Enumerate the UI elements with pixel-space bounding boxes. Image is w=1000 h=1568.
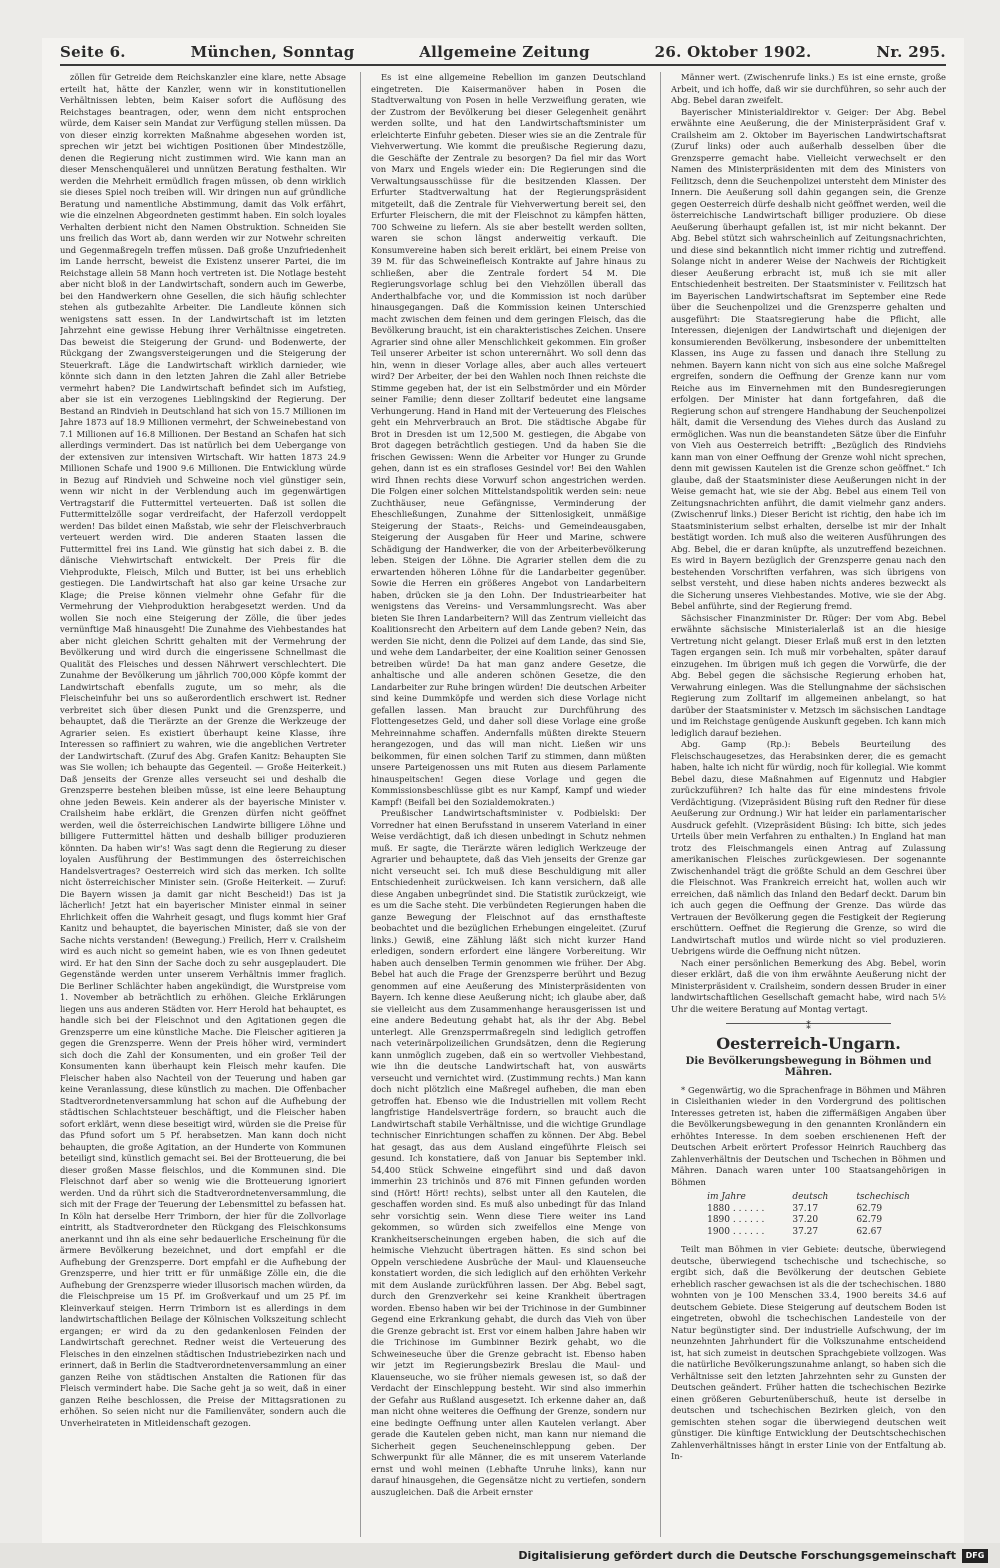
newspaper-title: Allgemeine Zeitung [419, 43, 590, 61]
table-row [693, 1204, 924, 1216]
table-row [693, 1215, 924, 1227]
footer-bar [0, 1543, 1000, 1568]
section-title: Oesterreich-Ungarn. [716, 1034, 901, 1053]
table-header: im Jahre [707, 1192, 746, 1202]
table-row [693, 1227, 924, 1239]
paragraph: Preußischer Landwirtschaftsminister v. Podbielski: Der Vorredner hat einen Berufsstand in unserem Vaterland in einer Weise verdächtigt, daß ich diesen unbedingt in Schutz nehmen muß. Er sagte, die Tierärzte wären lediglich Werkzeuge der Agrarier und behauptete, daß das Vieh jenseits der Grenze gar nicht verseucht sei. Ich muß diese Beschuldigung mit aller Entschiedenheit zurückweisen. Ich kann versichern, daß alle diese Angaben unbegründet sind. Die Statistik zurückzeigt, wie es um die Sache steht. Die verbündeten Regierungen haben die ganze Bewegung der Fleischnot auf das ernsthafteste beobachtet und die bezüglichen Erhebungen eingeleitet. (Zuruf links.) Gewiß, eine Zählung läßt sich nicht kurzer Hand erledigen, sondern erfordert eine längere Vorbereitung. Wir haben auch denselben Termin genommen wie früher. Der Abg. Bebel hat auch die Frage der Grenzsperre berührt und Bezug genommen auf eine Aeußerung des Ministerpräsidenten von Bayern. Ich kenne diese Aeußerung nicht; ich glaube aber, daß sie vielleicht aus dem Zusammenhange herausgerissen ist und eine andere Bedeutung gehabt hat, als ihr der Abg. Bebel unterlegt. Alle Grenzsperrmaßregeln sind lediglich getroffen nach veterinärpolizeilichen Grundsätzen, denn die Regierung kann unmöglich zugeben, daß ein so wertvoller Viehbestand, wie ihn die deutsche Landwirtschaft hat, von auswärts verseucht und vernichtet wird. (Zustimmung rechts.) Man kann doch nicht plötzlich eine Maßregel aufheben, die man eben getroffen hat. Ebenso wie die Industriellen mit vollem Recht langfristige Handelsverträge fordern, so braucht auch die Landwirtschaft stabile Verhältnisse, und die wichtige Grundlage technischer Einrichtungen schaffen zu können. Der Abg. Bebel hat gesagt, das aus dem Ausland eingeführte Fleisch sei gesund. Ich konstatiere, daß von Januar bis September inkl. 54,400 Stück Schweine eingeführt sind und daß davon immerhin 23 trichinös und 876 mit Finnen gefunden worden sind (Hört! Hört! rechts), selbst unter all den Kautelen, die geschaffen worden sind. Es muß also unbedingt für das Inland sehr vorsichtig sein. Wenn diese Tiere weiter ins Land gekommen, so würden sich zweifellos eine Menge von Krankheitserscheinungen ergeben haben, die sich auf die heimische Viehzucht übertragen hätten. Es sind schon bei Oppeln verschiedene Ausbrüche der Maul- und Klauenseuche konstatiert worden, die sich lediglich auf den erhöhten Verkehr mit dem Auslande zurückführen lassen. Der Abg. Bebel sagt, durch den Grenzverkehr sei keine Krankheit übertragen worden. Ebenso haben wir bei der Trichinose in der Gumbinner Gegend eine Erkrankung gehabt, die durch das Vieh von über die Grenze gebracht ist. Erst vor einem halben Jahre haben wir die Trichinose im Gumbinner Bezirk gehabt, wo die Schweineseuche über die Grenze gebracht ist. Ebenso haben wir jetzt im Regierungsbezirk Breslau die Maul- und Klauenseuche, wo sie früher niemals gewesen ist, so daß der Verdacht der Einschleppung besteht. Wir sind also immerhin der Gefahr aus Rußland ausgesetzt. Ich erkenne daher an, daß man nicht ohne weiteres die Oeffnung der Grenze, sondern nur eine bedingte Oeffnung unter allen Kautelen verlangt. Aber gerade die Kautelen geben nicht, man kann nur niemand die Sicherheit gegen Seucheneinschleppung geben. Der Schwerpunkt für alle Männer, die es mit unserem Vaterlande ernst und wohl meinen (Lebhafte Unruhe links), kann nur darauf hinausgehen, die Gegensätze nicht zu vertiefen, sondern auszugleichen. Daß die Arbeit ernster [371, 808, 646, 1497]
table-cell: 37.17 [792, 1203, 819, 1214]
paragraph: Bayerischer Ministerialdirektor v. Geiger: Der Abg. Bebel erwähnte eine Aeußerung, die der Ministerpräsident Graf v. Crailsheim am 2. Oktober im Bayerischen Landwirtschaftsrat (Zuruf links) oder auch außerhalb desselben über die Grenzsperre gemacht habe. Vielleicht verwechselt er den Namen des Ministerpräsidenten mit dem des Ministers von Feilitzsch, denn die Seuchenpolizei untersteht dem Minister des Innern. Die Aeußerung soll dahin gegangen sein, die Grenze gegen Oesterreich dürfe deshalb nicht geöffnet werden, weil die österreichische Landwirtschaft billiger produziere. Ob diese Aeußerung überhaupt gefallen ist, ist mir nicht bekannt. Der Abg. Bebel stützt sich wahrscheinlich auf Zeitungsnachrichten, und diese sind bekanntlich nicht immer richtig und zutreffend. Solange nicht in anderer Weise der Nachweis der Richtigkeit dieser Aeußerung erbracht ist, muß ich sie mit aller Entschiedenheit bestreiten. Der Staatsminister v. Feilitzsch hat im Bayerischen Landwirtschaftsrat im September eine Rede über die Seuchenpolizei und die Grenzsperre gehalten und ausgeführt: Die Staatsregierung habe die Pflicht, alle Interessen, diejenigen der Landwirtschaft und diejenigen der konsumierenden Bevölkerung, insbesondere der unbemittelten Klassen, ins Auge zu fassen und danach ihre Stellung zu nehmen. Bayern kann nicht von sich aus eine solche Maßregel ergreifen, sondern die Oeffnung der Grenze kann nur vom Reiche aus im Einvernehmen mit den Bundesregierungen erfolgen. Der Minister hat dann fortgefahren, daß die Regierung schon auf strengere Handhabung der Seuchenpolizei hält, damit die Versendung des Viehes durch das Ausland zu ermöglichen. Was nun die beanstandeten Sätze über die Einfuhr von Vieh aus Oesterreich betrifft: „Bezüglich des Rindviehs kann man von einer Oeffnung der Grenze wohl nicht sprechen, denn mit gewissen Kautelen ist die Grenze schon geöffnet.“ Ich glaube, daß der Staatsminister diese Aeußerungen nicht in der Weise gemacht hat, wie sie der Abg. Bebel aus einem Teil von Zeitungsnachrichten anführt, die damit vielmehr ganz anders. (Zwischenruf links.) Dieser Bericht ist richtig, den habe ich im Staatsministerium selbst erhalten, derselbe ist mir der Inhalt bestätigt worden. Ich muß also die weiteren Ausführungen des Abg. Bebel, die er daran knüpfte, als unzutreffend bezeichnen. Es wird in Bayern bezüglich der Grenzsperre genau nach den bestehenden Vorschriften verfahren, was sich übrigens von selbst versteht, und diese haben nichts anderes bezweckt als die Sicherung unseres Viehbestandes. Motive, wie sie der Abg. Bebel anführte, sind der Regierung fremd. [671, 106, 946, 611]
column-3 [660, 72, 946, 1537]
table-cell: 62.67 [856, 1226, 883, 1237]
population-table [693, 1192, 924, 1238]
table-cell: 37.27 [792, 1226, 819, 1237]
table-header-row [693, 1192, 924, 1204]
table-cell: 37.20 [792, 1215, 819, 1225]
paragraph: Sächsischer Finanzminister Dr. Rüger: Der vom Abg. Bebel erwähnte sächsische Ministerialerlaß ist an die hiesige Vertretung nicht gelangt. Dieser Erlaß muß erst in den letzten Tagen ergangen sein. Ich muß mir vorbehalten, später darauf einzugehen. Im übrigen muß ich gegen die Vorwürfe, die der Abg. Bebel gegen die sächsische Regierung erhoben hat, Verwahrung einlegen. Was die Stellungnahme der sächsischen Regierung zum Zolltarif im allgemeinen anbelangt, so hat darüber der Staatsminister v. Metzsch im sächsischen Landtage und im Reichstage genügende Auskunft gegeben. Ich kann mich lediglich darauf beziehen. [671, 612, 946, 738]
dfg-logo-icon: DFG [962, 1549, 988, 1563]
paragraph: zöllen für Getreide dem Reichskanzler eine klare, nette Absage erteilt hat, hätte der Kanzler, wenn wir in konstitutionellen Verhältnissen lebten, beim Kaiser sofort die Auflösung des Reichstages beantragen, oder, wenn dem nicht entsprochen würde, dem Kaiser sein Mandat zur Verfügung stellen müssen. Da von dieser einzig korrekten Maßnahme abgesehen worden ist, sprechen wir jetzt bei wichtigen Positionen über Mindestzölle, denen die Regierung nicht zustimmen wird. Wie kann man an dieser Menschenquälerei und unnützen Beratung festhalten. Wir werden die Mehrheit ermüdlich fragen müssen, ob denn wirklich sie dieses Spiel noch treiben will. Wir dringen nun auf gründliche Beratung und namentliche Abstimmung, damit das Volk erfährt, wie die einzelnen Abgeordneten gestimmt haben. Ein solch loyales Verhalten derbient nicht den Namen Obstruktion. Schneiden Sie uns freilich das Wort ab, dann werden wir zur Notwehr schreiten und Gegenmaßregeln treffen müssen. Daß große Unzufriedenheit im Lande herrscht, beweist die Existenz unserer Partei, die im Reichstage allein 58 Mann hoch vertreten ist. Die Notlage besteht aber nicht bloß in der Landwirtschaft, sondern auch im Gewerbe, bei den Handwerkern ohne Gesellen, die sich häufig schlechter stehen als gutbezahlte Arbeiter. Die Landleute können sich wenigstens satt essen. In der Landwirtschaft ist im letzten Jahrzehnt eine gewisse Hebung ihrer Verhältnisse eingetreten. Das beweist die Steigerung der Grund- und Bodenwerte, der Rückgang der Zwangsversteigerungen und die Steigerung der Steuerkraft. Läge die Landwirtschaft wirklich darnieder, wie könnte sich dann in den letzten Jahren die Zahl aller Betriebe vermehrt haben? Die Landwirtschaft befindet sich im Aufstieg, aber sie ist ein verzogenes Lieblingskind der Regierung. Der Bestand an Rindvieh in Deutschland hat sich von 15.7 Millionen im Jahre 1873 auf 18.9 Millionen vermehrt, der Schweinebestand von 7.1 Millionen auf 16.8 Millionen. Der Bestand an Schafen hat sich allerdings vermindert. Das ist natürlich bei dem Uebergange von der extensiven zur intensiven Wirtschaft. Wir hatten 1873 24.9 Millionen Schafe und 1900 9.6 Millionen. Die Entwicklung würde in Bezug auf Rindvieh und Schweine noch viel günstiger sein, wenn wir nicht in der Verblendung auch im gegenwärtigen Vertragstarif die Futtermittel verteuerten. Daß ist sollen die Futtermittelzölle sogar verdreifacht, der Haferzoll verdoppelt werden! Das bildet einen Maßstab, wie sehr der Fleischverbrauch verteuert werden wird. Die anderen Staaten lassen die Futtermittel frei ins Land. Wie günstig hat sich dabei z. B. die dänische Viehwirtschaft entwickelt. Der Preis für die Viehprodukte, Fleisch, Milch und Butter, ist bei uns erheblich gestiegen. Die Landwirtschaft hat also gar keine Ursache zur Klage; die Preise können vielmehr ohne Gefahr für die Vermehrung der Viehproduktion herabgesetzt werden. Und da wollen Sie noch eine Steigerung der Zölle, die über jedes vernünftige Maß hinausgeht! Die Zunahme des Viehbestandes hat aber nicht gleichen Schritt gehalten mit der Vermehrung der Bevölkerung und wird durch die eingerissene Schnellmast die Qualität des Fleisches und dessen Nährwert verschlechtert. Die Zunahme der Bevölkerung um jährlich 700,000 Köpfe kommt der Landwirtschaft ebenfalls zugute, um so mehr, als die Fleischeinfuhr bei uns so außerordentlich erschwert ist. Redner verbreitet sich über diesen Punkt und die Grenzsperre, und behauptet, daß die Tierärzte an der Grenze die Werkzeuge der Agrarier seien. Es existiert überhaupt keine Klasse, ihre Interessen so raffiniert zu wahren, wie die angeblichen Vertreter der Landwirtschaft. (Zuruf des Abg. Grafen Kanitz: Behaupten Sie was Sie wollen; ich behaupte das Gegenteil. — Große Heiterkeit.) Daß jenseits der Grenze alles verseucht sei und deshalb die Grenzsperre bestehen bleiben müsse, ist eine leere Behauptung ohne jeden Beweis. Kein anderer als der bayerische Minister v. Crailsheim habe erklärt, die Grenzen dürfen nicht geöffnet werden, weil die österreichischen Landwirte billigere Löhne und billigere Futtermittel hätten und deshalb billiger produzieren könnten. Da haben wir's! Was sagt denn die Regierung zu dieser loyalen Ausführung der Bestimmungen des österreichischen Handelsvertrages? Oesterreich wird sich das merken. Ich sollte nicht österreichischer Minister sein. (Große Heiterkeit. — Zuruf: Die Bayern wissen ja damit gar nicht Bescheid!) Das ist ja lächerlich! Jetzt hat ein bayerischer Minister einmal in seiner Ehrlichkeit offen die Wahrheit gesagt, und flugs kommt hier Graf Kanitz und behauptet, die bayerischen Minister, daß sie von der Sache nichts verstanden! (Bewegung.) Freilich, Herr v. Crailsheim wird es auch nicht so gemeint haben, wie es von Ihnen gedeutet wird. Er hat den Sinn der Sache doch zu sehr ausgeplaudert. Die Gegenstände werden unter unserem Verhältnis immer fraglich. Die Berliner Schlächter haben angekündigt, die Wurstpreise vom 1. November ab beträchtlich zu erhöhen. Gleiche Erklärungen liegen uns aus anderen Städten vor. Herr Herold hat behauptet, es handle sich bei der Fleischnot und den Agitationen gegen die Grenzsperre um eine künstliche Mache. Die Fleischer agitieren ja gegen die Grenzsperre. Wenn der Preis höher wird, vermindert sich doch die Zahl der Konsumenten, und ein großer Teil der Konsumenten kann überhaupt kein Fleisch mehr kaufen. Die Fleischer haben also Nachteil von der Teuerung und haben gar keine Veranlassung, diese künstlich zu machen. Die Offenbacher Stadtverordnetenversammlung hat schon auf die Aufhebung der städtischen Schlachtsteuer beschäftigt, und die Fleischer haben sofort erklärt, wenn diese beseitigt wird, würden sie die Preise für das Pfund sofort um 5 Pf. herabsetzen. Man kann doch nicht behaupten, die große Agitation, an der Hunderte von Kommunen beteiligt sind, künstlich gemacht sei. Bei der Brotteuerung, die bei dieser großen Masse fleischlos, und die Kommunen sind. Die Fleischnot darf aber so wenig wie die Brotteuerung ignoriert werden. Und da rührt sich die Stadtverordnetenversammlung, die sich mit der Frage der Teuerung der Lebensmittel zu befassen hat. In Köln hat derselbe Herr Trimborn, der hier für die Zollvorlage eintritt, als Stadtverordneter den Rückgang des Fleischkonsums anerkannt und ihn als eine sehr bedauerliche Erscheinung für die ärmere Bevölkerung bezeichnet, und dort empfahl er die Aufhebung der Grenzsperre. Dort empfahl er die Aufhebung der Grenzsperre, und hier tritt er für unmäßige Zölle ein, die die Aufhebung der Grenzsperre wieder illusorisch machen würden, da die Fleischpreise um 15 Pf. im Großverkauf und um 25 Pf. im Kleinverkauf steigen. Herrn Trimborn ist es allerdings in dem landwirtschaftlichen Beilage der Kölnischen Volkszeitung schlecht ergangen; er wird da zu den gedankenlosen Feinden der Landwirtschaft gerechnet. Redner weist die Verteuerung des Fleisches in den einzelnen städtischen Industriebezirken nach und erinnert, daß in Berlin die Stadtverordnetenversammlung an einer ganzen Reihe von städtischen Anstalten die Rationen für das Fleisch vermindert habe. Die Sache geht ja so weit, daß in einer ganzen Reihe beschlossen, die Preise der Mittagsrationen zu erhöhen. So seien nicht nur die Familienväter, sondern auch die Unverheirateten in Mitleidenschaft gezogen. [60, 72, 346, 1428]
paragraph: Männer wert. (Zwischenrufe links.) Es ist eine ernste, große Arbeit, und ich hoffe, daß wir sie durchführen, so sehr auch der Abg. Bebel daran zweifelt. [671, 72, 946, 105]
column-2 [360, 72, 646, 1537]
section-subtitle: Die Bevölkerungsbewegung in Böhmen und Mähren. [685, 1055, 932, 1078]
table-cell: 1880 . . . . . . [707, 1203, 765, 1214]
table-cell: 62.79 [856, 1215, 883, 1225]
paragraph: Es ist eine allgemeine Rebellion im ganzen Deutschland eingetreten. Die Kaisermanöver haben in Posen die Stadtverwaltung von Posen in helle Verzweiflung geraten, wie der Zustrom der Bevölkerung bei dieser Gelegenheit genährt werden sollte, und hat den Landwirtschaftsminister um erleichterte Einfuhr gebeten. Dieser wies sie an die Zentrale für Viehverwertung. Wie kommt die preußische Regierung dazu, die Geschäfte der Zentrale zu besorgen? Da fiel mir das Wort von Marx und Engels wieder ein: Die Regierungen sind die Verwaltungsausschüsse für die besitzenden Klassen. Der Erfurter Stadtverwaltung hat der Regierungspräsident mitgeteilt, daß die Zentrale für Viehverwertung bereit sei, den Erfurter Fleischern, die mit der Fleischnot zu kämpfen hätten, 700 Schweine zu liefern. Als sie aber bestellt werden sollten, waren sie schon längst anderweitig verkauft. Die Konsumvereine haben sich bereit erklärt, bei einem Preise von 39 M. für das Schweinefleisch Kontrakte auf Jahre hinaus zu schließen, aber die Zentrale fordert 54 M. Die Regierungsvorlage schlug bei den Viehzöllen überall das Anderthalbfache vor, und die Kommission ist noch darüber hinausgegangen. Daß die Kommission keinen Unterschied macht zwischen dem feinen und dem geringen Fleisch, das die Bevölkerung braucht, ist ein charakteristisches Zeichen. Unsere Agrarier sind ohne aller Menschlichkeit gekommen. Ein großer Teil unserer Arbeiter ist schon unterernährt. Wo soll denn das hin, wenn in dieser Vorlage alles, aber auch alles verteuert wird? Der Arbeiter, der bei den Wahlen noch Ihnen reichste die Stimme gegeben hat, der ist ein Selbstmörder und ein Mörder seiner Familie; denn dieser Zolltarif bedeutet eine langsame Verhungerung. Hand in Hand mit der Verteuerung des Fleisches geht ein Mehrverbrauch an Brot. Die städtische Abgabe für Brot in Dresden ist um 12,500 M. gestiegen, die Abgabe von Brot dagegen beträchtlich gestiegen. Und da haben Sie die frischen Gewissen: Wenn die Arbeiter vor Hunger zu Grunde gehen, dann ist es ein strafloses Gesindel vor! Bei den Wahlen wird Ihnen rechts diese Vorwurf schon angestrichen werden. Die Folgen einer solchen Mittelstandspolitik werden sein: neue Zuchthäuser, neue Gefängnisse, Verminderung der Eheschließungen, Zunahme der Sittenlosigkeit, unmäßige Steigerung der Staats-, Reichs- und Gemeindeausgaben, Steigerung der Ausgaben für Heer und Marine, schwere Schädigung der Handwerker, die von der Arbeiterbevölkerung leben. Steigen der Löhne. Die Agrarier stellen dem die zu erwartenden höheren Löhne für die Landarbeiter gegenüber. Sowie die Herren ein größeres Angebot von Landarbeitern haben, drücken sie ja den Lohn. Der Industriearbeiter hat wenigstens das Vereins- und Versammlungsrecht. Was aber bieten Sie Ihren Landarbeitern? Will das Zentrum vielleicht das Koalitionsrecht den Arbeitern auf dem Lande geben? Nein, das werden Sie nicht, denn die Polizei auf dem Lande, das sind Sie, und wehe dem Landarbeiter, der eine Koalition seiner Genossen betreiben würde! Da hat man ganz andere Gesetze, die anhaltische und alle anderen schönen Gesetze, die den Landarbeiter zur Ruhe bringen würden! Die deutschen Arbeiter sind keine Dummköpfe und werden sich diese Vorlage nicht gefallen lassen. Man braucht zur Durchführung des Flottengesetzes Geld, und daher soll diese Vorlage eine große Mehreinnahme schaffen. Andernfalls müßten direkte Steuern herangezogen, und das will man nicht. Ließen wir uns beikommen, für einen solchen Tarif zu stimmen, dann müßten unsere Parteigenossen uns mit Ruten aus diesem Parlamente hinauspeitschen! Gegen diese Vorlage und gegen die Kommissionsbeschlüsse gibt es nur Kampf, Kampf und wieder Kampf! (Beifall bei den Sozialdemokraten.) [371, 72, 646, 807]
paragraph: Abg. Gamp (Rp.): Bebels Beurteilung des Fleischschaugesetzes, das Herabsinken derer, die es gemacht haben, halte ich nicht für würdig, noch für kollegial. Wie kommt Bebel dazu, diese Maßnahmen auf Eigennutz und Habgier zurückzuführen? Ich halte das für eine mindestens frivole Verdächtigung. (Vizepräsident Büsing ruft den Redner für diese Aeußerung zur Ordnung.) Wir hat leider ein parlamentarischer Ausdruck gefehlt. (Vizepräsident Büsing: Ich bitte, sich jedes Urteils über mein Verfahren zu enthalten.) In England hat man trotz des Fleischmangels einen Antrag auf Zulassung amerikanischen Fleisches zurückgewiesen. Der sogenannte Zwischenhandel trägt die größte Schuld an dem Geschrei über die Fleischnot. Was Frankreich erreicht hat, wollen auch wir erreichen, daß nämlich das Inland den Bedarf deckt. Darum bin ich auch gegen die Oeffnung der Grenze. Das würde das Vertrauen der Bevölkerung gegen die Festigkeit der Regierung erschüttern. Oeffnet die Regierung die Grenze, so wird die Landwirtschaft mutlos und würde nicht so viel produzieren. Uebrigens würde die Oeffnung nicht nützen. [671, 739, 946, 956]
table-cell: 1890 . . . . . . [707, 1215, 765, 1225]
table-header: tschechisch [856, 1192, 910, 1202]
column-1 [60, 72, 346, 1537]
table-cell: 1900 . . . . . . [707, 1226, 765, 1237]
newspaper-page [42, 38, 964, 1543]
place-day: München, Sonntag [190, 43, 355, 61]
funding-notice: Digitalisierung gefördert durch die Deutsche Forschungsgemeinschaft [518, 1549, 956, 1562]
paragraph: * Gegenwärtig, wo die Sprachenfrage in Böhmen und Mähren in Cisleithanien wieder in den Vordergrund des politischen Interesses getreten ist, haben die ziffermäßigen Angaben über die Bevölkerungsbewegung in den genannten Kronländern ein erhöhtes Interesse. In dem soeben erschienenen Heft der Deutschen Arbeit erörtert Professor Heinrich Rauchberg das Zahlenverhältnis der Deutschen und Tschechen in Böhmen und Mähren. Danach waren unter 100 Staatsangehörigen in Böhmen [671, 1084, 946, 1187]
section-separator: ⁑ [726, 1023, 891, 1030]
table-header: deutsch [792, 1192, 829, 1202]
paragraph: Teilt man Böhmen in vier Gebiete: deutsche, überwiegend deutsche, überwiegend tschechische und tschechische, so ergibt sich, daß die Bevölkerung der deutschen Gebiete erheblich rascher gewachsen ist als die der tschechischen. 1880 wohnten von je 100 Menschen 33.4, 1900 bereits 34.6 auf deutschem Gebiete. Diese Steigerung auf deutschem Boden ist eingetreten, obwohl die tschechischen Landesteile von der Natur begünstigter sind. Der industrielle Aufschwung, der im neunzehnten Jahrhundert für die Volkszunahme entscheidend ist, hat sich zumeist in deutschen Sprachgebiete vollzogen. Was die natürliche Bevölkerungszunahme anlangt, so haben sich die Verhältnisse seit den letzten Jahrzehnten sehr zu Gunsten der Deutschen geändert. Früher hatten die tschechischen Bezirke einen größeren Geburtenüberschuß, heute ist derselbe in deutschen und tschechischen Bezirken gleich, von den gemischten stehen sogar die überwiegend deutschen weit günstiger. Die künftige Entwicklung der Deutschtschechischen Zahlenverhältnisses hängt in erster Linie von der Entfaltung ab. In- [671, 1244, 946, 1461]
paragraph: Nach einer persönlichen Bemerkung des Abg. Bebel, worin dieser erklärt, daß die von ihm erwähnte Aeußerung nicht der Ministerpräsident v. Crailsheim, sondern dessen Bruder in einer landwirtschaftlichen Gesellschaft gemacht habe, wird nach 5½ Uhr die weitere Beratung auf Montag vertagt. [671, 957, 946, 1014]
issue-date: 26. Oktober 1902. [654, 43, 812, 61]
masthead [60, 42, 946, 66]
page-number: Seite 6. [60, 43, 126, 61]
text-columns [60, 72, 946, 1537]
issue-number: Nr. 295. [876, 43, 946, 61]
table-cell: 62.79 [856, 1203, 883, 1214]
